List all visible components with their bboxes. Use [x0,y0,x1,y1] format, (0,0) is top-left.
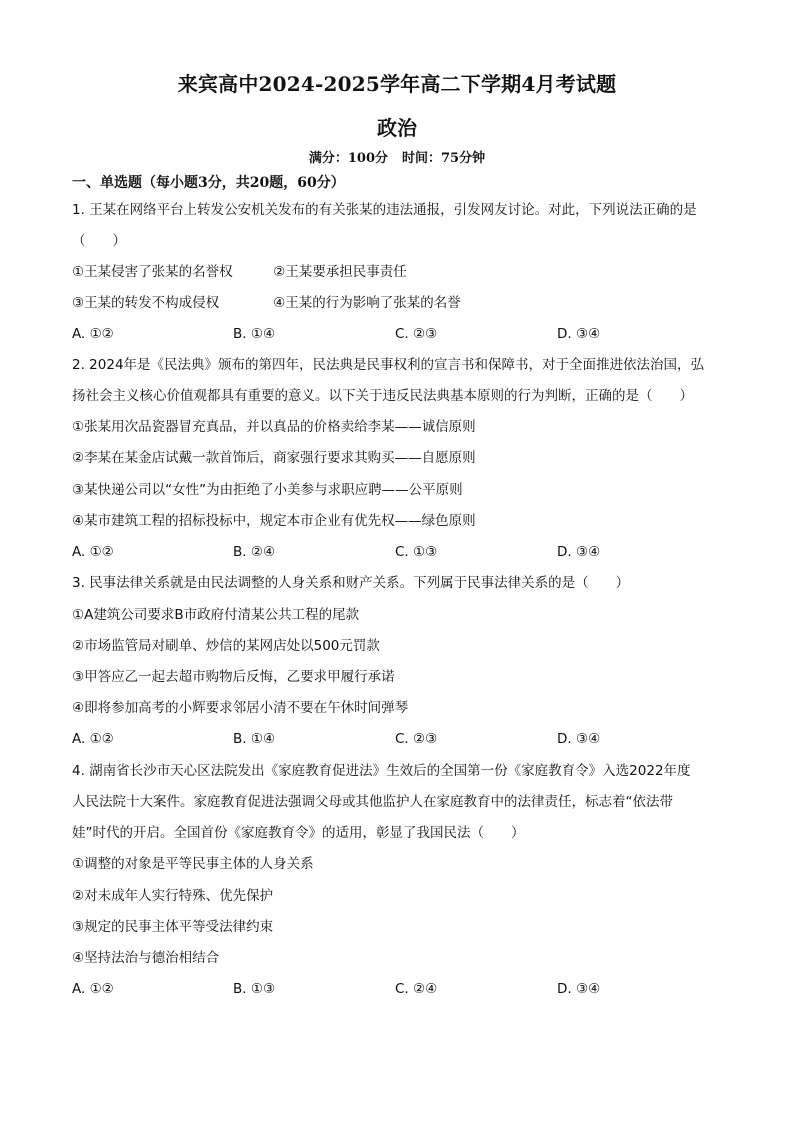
option-c: C. ②③ [395,326,438,342]
question-4-options [72,980,732,998]
question-2-options [72,543,732,561]
exam-title: 来宾高中2024-2025学年高二下学期4月考试题 [177,72,617,96]
subject-title: 政治 [377,116,417,140]
question-4-statement: ②对未成年人实行特殊、优先保护 [72,888,274,904]
question-4-statement: ③规定的民事主体平等受法律约束 [72,919,274,935]
option-d: D. ③④ [557,544,601,560]
question-4-statement: ①调整的对象是平等民事主体的人身关系 [72,856,314,872]
question-3-options [72,730,732,748]
option-a: A. ①② [72,326,114,342]
score-info: 满分：100分 [308,151,389,166]
option-a: A. ①② [72,981,114,997]
option-d: D. ③④ [557,326,601,342]
time-info: 时间：75分钟 [402,151,486,166]
question-2-statement: ②李某在某金店试戴一款首饰后，商家强行要求其购买——自愿原则 [72,450,476,466]
section-heading: 一、单选题（每小题3分，共20题，60分） [72,175,345,191]
question-3-statement: ①A建筑公司要求B市政府付清某公共工程的尾款 [72,607,360,623]
option-c: C. ②③ [395,731,438,747]
option-c: C. ②④ [395,981,438,997]
option-d: D. ③④ [557,731,601,747]
option-d: D. ③④ [557,981,601,997]
question-2-stem-line: 2. 2024年是《民法典》颁布的第四年，民法典是民事权利的宣言书和保障书，对于全面推进依法治国，弘 [72,357,705,373]
option-b: B. ①④ [233,731,276,747]
question-1-statement: ③王某的转发不构成侵权 ④王某的行为影响了张某的名誉 [72,295,461,311]
option-b: B. ①④ [233,326,276,342]
question-2-stem-line: 扬社会主义核心价值观都具有重要的意义。以下关于违反民法典基本原则的行为判断，正确的是（ ） [72,388,693,404]
option-a: A. ①② [72,544,114,560]
option-b: B. ①③ [233,981,276,997]
option-c: C. ①③ [395,544,438,560]
question-4-stem-line: 4. 湖南省长沙市天心区法院发出《家庭教育促进法》生效后的全国第一份《家庭教育令》入选2022年度 [72,763,691,779]
question-3-statement: ②市场监管局对刷单、炒信的某网店处以500元罚款 [72,638,380,654]
question-1-statement: ①王某侵害了张某的名誉权 ②王某要承担民事责任 [72,264,407,280]
question-2-statement: ①张某用次品瓷器冒充真品，并以真品的价格卖给李某——诚信原则 [72,419,476,435]
question-3-stem-line: 3. 民事法律关系就是由民法调整的人身关系和财产关系。下列属于民事法律关系的是（ ） [72,575,630,591]
question-2-statement: ④某市建筑工程的招标投标中，规定本市企业有优先权——绿色原则 [72,513,476,529]
option-a: A. ①② [72,731,114,747]
question-1-options [72,325,732,343]
question-3-statement: ④即将参加高考的小辉要求邻居小清不要在午休时间弹琴 [72,700,409,716]
question-1-stem-line: 1. 王某在网络平台上转发公安机关发布的有关张某的违法通报，引发网友讨论。对此，下列说法正确的是 [72,202,697,218]
question-4-stem-line: 娃”时代的开启。全国首份《家庭教育令》的适用，彰显了我国民法（ ） [72,825,525,841]
question-1-stem-line: （ ） [72,233,126,249]
question-2-statement: ③某快递公司以“女性”为由拒绝了小美参与求职应聘——公平原则 [72,482,463,498]
option-b: B. ②④ [233,544,276,560]
question-3-statement: ③甲答应乙一起去超市购物后反悔，乙要求甲履行承诺 [72,669,395,685]
exam-meta [0,147,794,166]
question-4-statement: ④坚持法治与德治相结合 [72,950,220,966]
question-4-stem-line: 人民法院十大案件。家庭教育促进法强调父母或其他监护人在家庭教育中的法律责任，标志着“依法带 [72,794,673,810]
